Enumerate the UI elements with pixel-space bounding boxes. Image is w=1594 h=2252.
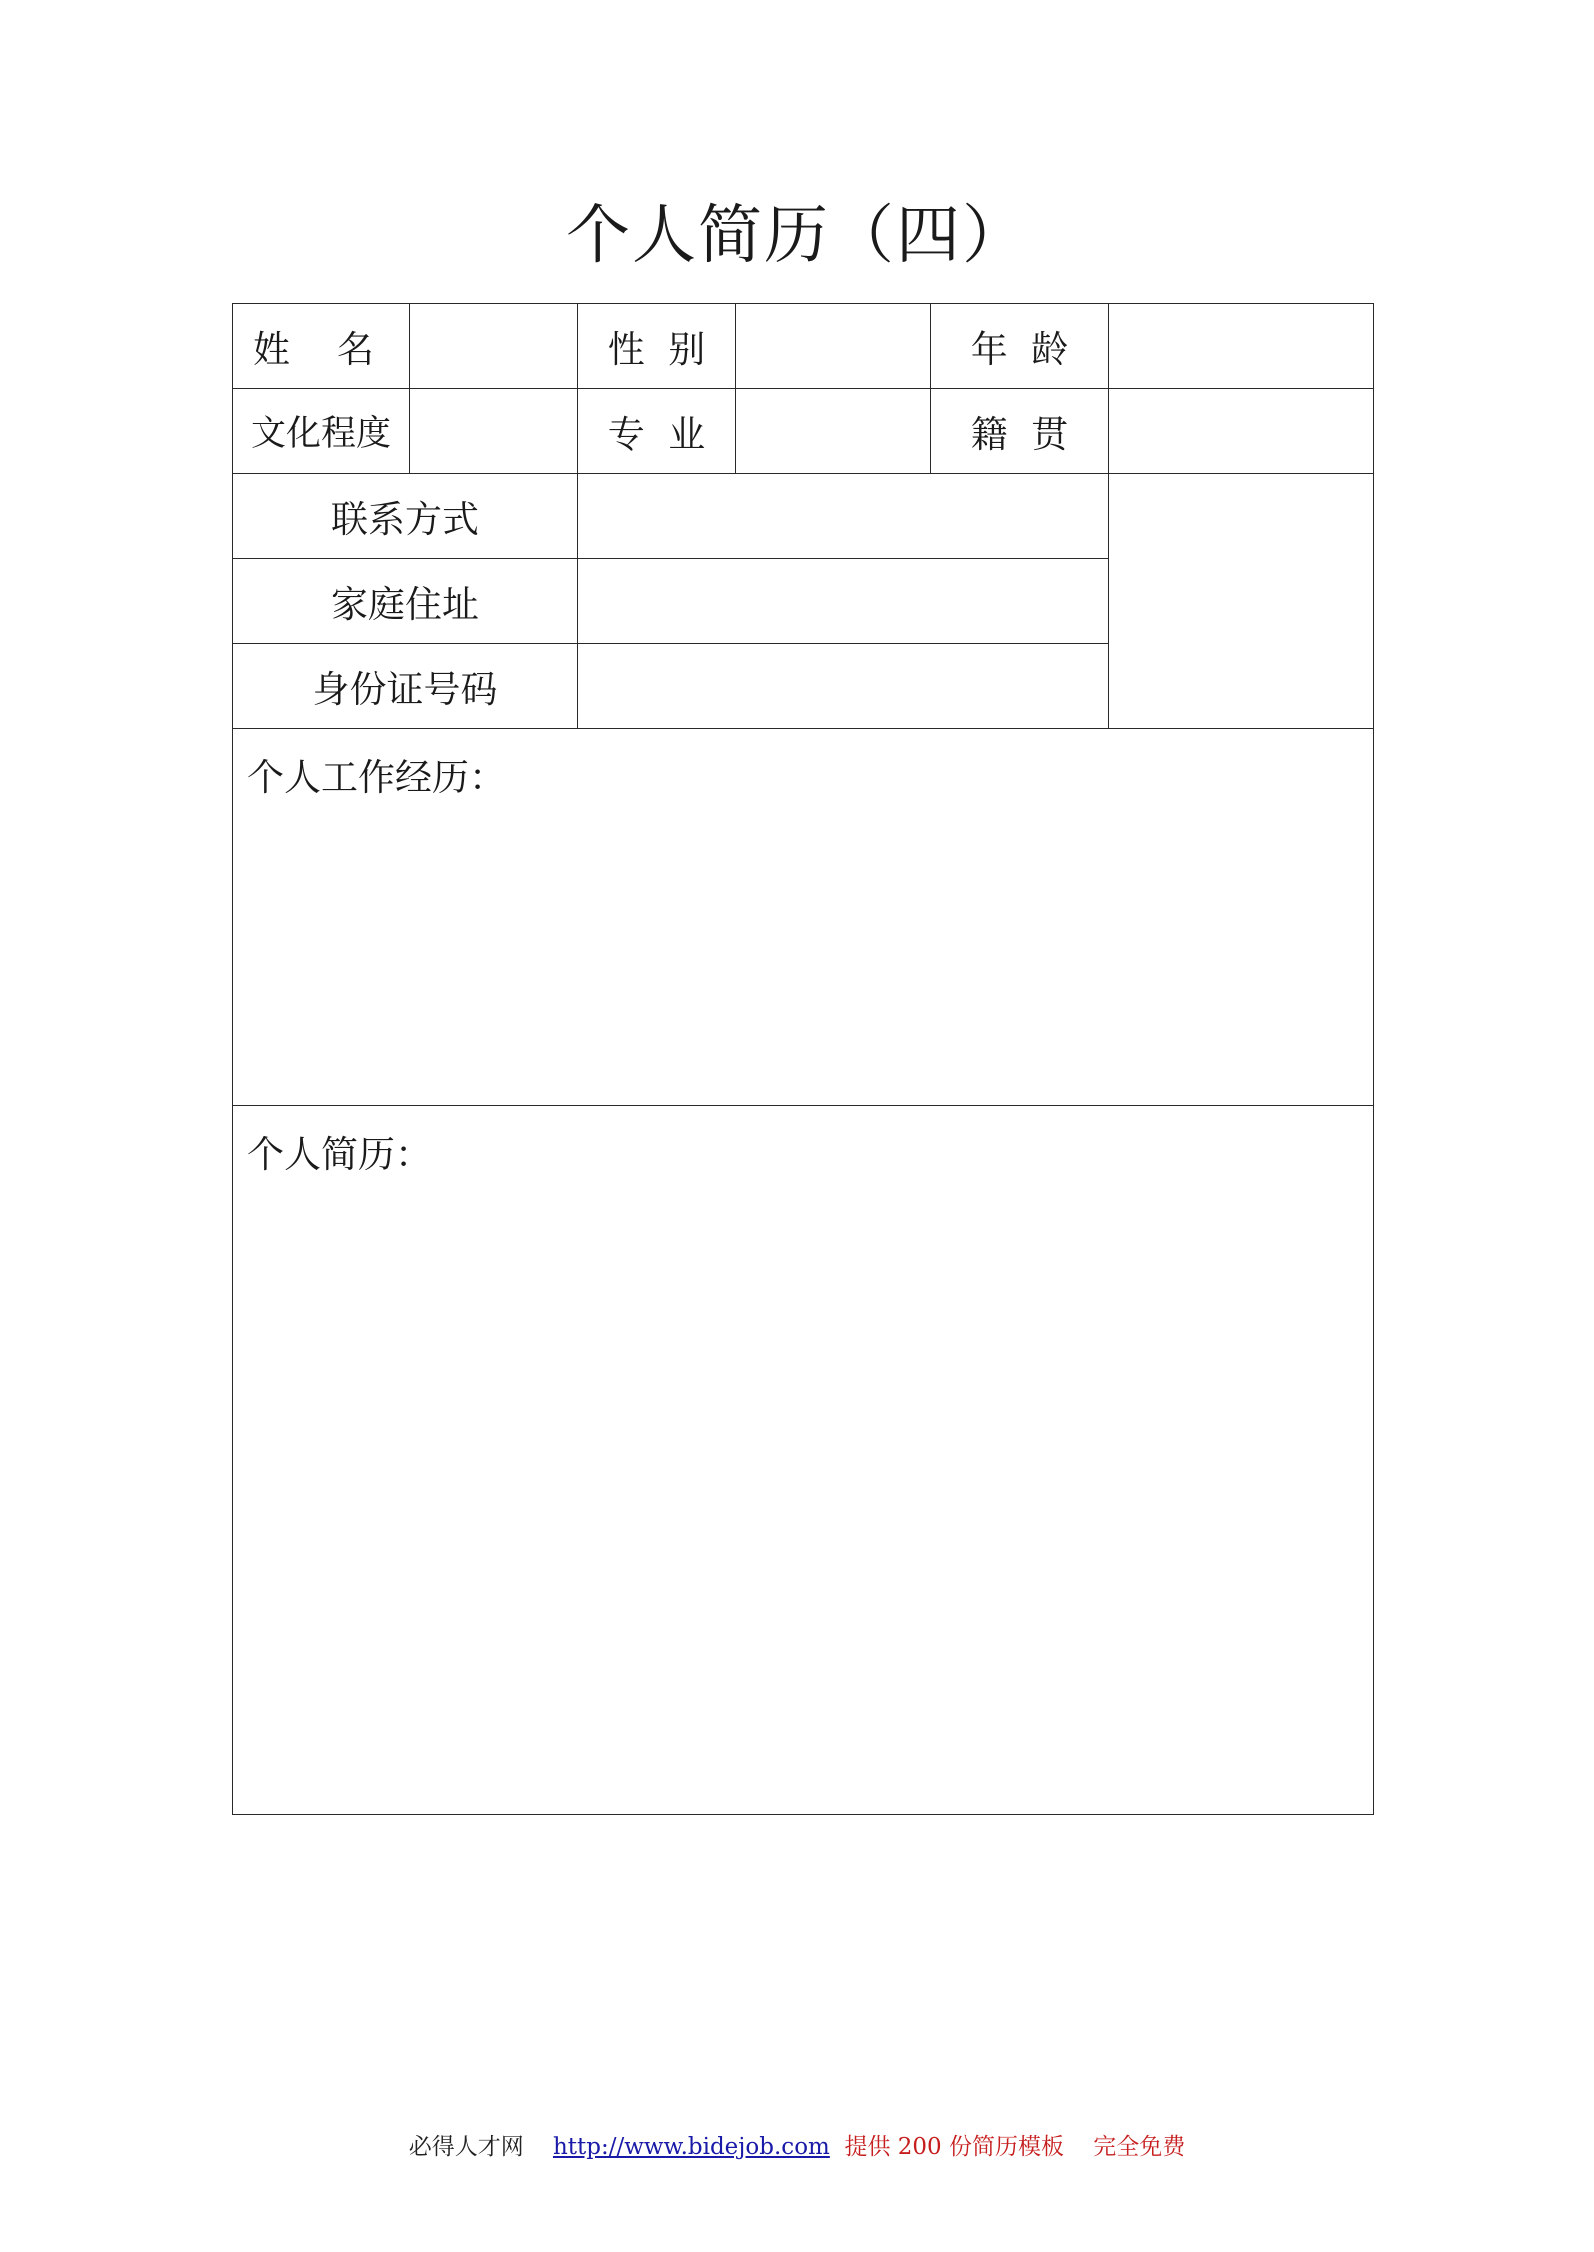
education-value-cell[interactable]	[410, 389, 578, 474]
form-row-resume	[233, 1106, 1374, 1815]
photo-cell	[1109, 474, 1374, 729]
footer-site-name: 必得人才网	[408, 2134, 524, 2160]
id-number-label: 身份证号码	[233, 644, 578, 729]
work-history-section[interactable]	[233, 729, 1374, 1106]
id-number-value-cell[interactable]	[578, 644, 1109, 729]
name-value-cell[interactable]	[410, 304, 578, 389]
major-label: 专 业	[578, 389, 736, 474]
address-value-cell[interactable]	[578, 559, 1109, 644]
age-label: 年 龄	[931, 304, 1109, 389]
gender-label: 性 别	[578, 304, 736, 389]
origin-label: 籍 贯	[931, 389, 1109, 474]
gender-value-cell[interactable]	[736, 304, 931, 389]
work-history-label: 个人工作经历：	[247, 756, 506, 799]
footer	[0, 2128, 1594, 2161]
education-label: 文化程度	[233, 389, 410, 474]
address-label: 家庭住址	[233, 559, 578, 644]
contact-label: 联系方式	[233, 474, 578, 559]
footer-free-text: 完全免费	[1093, 2134, 1186, 2160]
resume-label: 个人简历：	[247, 1133, 432, 1176]
contact-value-cell[interactable]	[578, 474, 1109, 559]
page-title: 个人简历（四）	[566, 199, 1028, 273]
form-row-education	[233, 389, 1374, 474]
resume-form-table	[232, 303, 1374, 1815]
form-row-basic-info	[233, 304, 1374, 389]
resume-section[interactable]	[233, 1106, 1374, 1815]
footer-url-link[interactable]: http://www.bidejob.com	[552, 2134, 830, 2160]
form-row-work-history	[233, 729, 1374, 1106]
footer-promo-text: 提供 200 份简历模板	[844, 2134, 1065, 2160]
origin-value-cell[interactable]	[1109, 389, 1374, 474]
form-row-contact	[233, 474, 1374, 559]
age-value-cell[interactable]	[1109, 304, 1374, 389]
name-label: 姓 名	[233, 304, 410, 389]
major-value-cell[interactable]	[736, 389, 931, 474]
